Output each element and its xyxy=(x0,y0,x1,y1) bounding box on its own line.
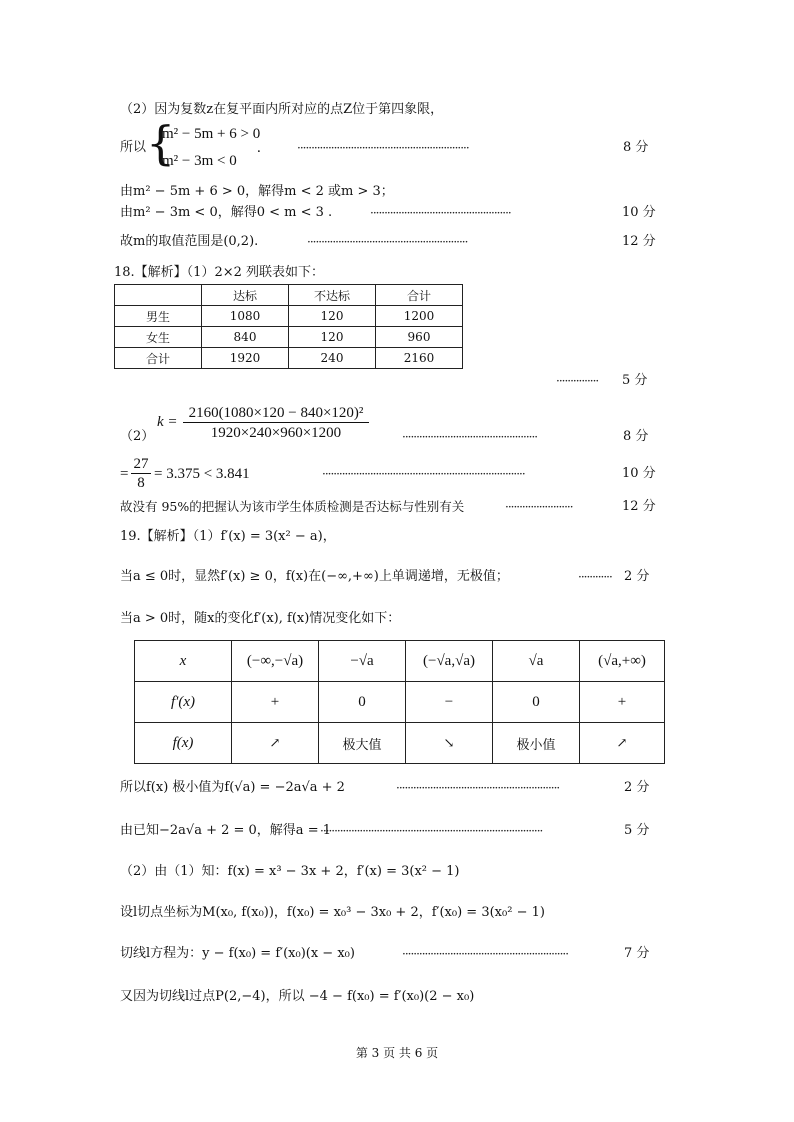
table-cell: 女生 xyxy=(115,327,202,348)
k-denominator: 1920×240×960×1200 xyxy=(210,425,342,441)
table-row xyxy=(115,348,463,369)
table-cell: (−∞,−√a) xyxy=(232,641,319,682)
score-7: 7 分 xyxy=(624,946,650,961)
frac-denominator: 8 xyxy=(137,475,145,491)
table-cell: 2160 xyxy=(376,348,463,369)
part2-line-c: 故m的取值范围是(0,2). xyxy=(120,234,259,249)
k-lhs: k = xyxy=(157,414,178,430)
table-cell: ↘ xyxy=(406,723,493,764)
table-row xyxy=(115,306,463,327)
score-10: 10 分 xyxy=(622,205,656,220)
dot-leader: ················································ xyxy=(402,430,538,444)
dot-leader: ··············································································· xyxy=(320,824,543,838)
dot-leader: ························ xyxy=(505,500,573,514)
table-cell: 0 xyxy=(319,682,406,723)
table-cell: 合计 xyxy=(115,348,202,369)
table-cell: − xyxy=(406,682,493,723)
contingency-table xyxy=(114,284,463,369)
page-footer: 第 3 页 共 6 页 xyxy=(355,1046,439,1060)
score-5: 5 分 xyxy=(624,823,650,838)
k-numerator: 2160(1080×120 − 840×120)² xyxy=(183,404,369,423)
table-row xyxy=(115,285,463,306)
table-cell: f′(x) xyxy=(135,682,232,723)
part2-suoyi: 所以 xyxy=(120,140,147,155)
q18-header: 18.【解析】（1）2×2 列联表如下： xyxy=(114,265,325,280)
q19-line-a: 当a ≤ 0时，显然f′(x) ≥ 0，f(x)在(−∞,+∞)上单调递增，无极值； xyxy=(120,569,509,584)
variation-table xyxy=(134,640,665,764)
table-cell: √a xyxy=(493,641,580,682)
table-cell: 120 xyxy=(289,327,376,348)
q19-line-e: （2）由（1）知：f(x) = x³ − 3x + 2，f′(x) = 3(x² − 1) xyxy=(120,864,460,879)
q19-line-b: 当a > 0时，随x的变化f′(x), f(x)情况变化如下： xyxy=(120,611,401,626)
dot-leader: ········································································ xyxy=(322,467,525,481)
eq-prefix: = xyxy=(120,466,129,482)
table-cell: + xyxy=(580,682,665,723)
frac-numerator: 27 xyxy=(131,455,151,474)
system-dot: . xyxy=(257,140,261,156)
score-8: 8 分 xyxy=(623,429,649,444)
score-2: 2 分 xyxy=(624,780,650,795)
table-row xyxy=(135,641,665,682)
table-cell: f(x) xyxy=(135,723,232,764)
score-5: 5 分 xyxy=(622,373,648,388)
system-line-2: m² − 3m < 0 xyxy=(162,153,237,169)
table-cell: −√a xyxy=(319,641,406,682)
dot-leader: ··············· xyxy=(556,374,599,388)
table-row xyxy=(115,327,463,348)
table-cell: 840 xyxy=(202,327,289,348)
dot-leader: ·················································· xyxy=(370,206,511,220)
q18-part2-label: （2） xyxy=(120,429,155,444)
table-cell: 0 xyxy=(493,682,580,723)
table-cell: ↗ xyxy=(580,723,665,764)
table-cell: 男生 xyxy=(115,306,202,327)
table-cell: 合计 xyxy=(376,285,463,306)
table-cell: + xyxy=(232,682,319,723)
part2-line-a: 由m² − 5m + 6 > 0，解得m < 2 或m > 3； xyxy=(120,184,394,199)
q19-header: 19.【解析】（1）f′(x) = 3(x² − a)， xyxy=(120,529,336,544)
table-cell: 1080 xyxy=(202,306,289,327)
table-cell: 达标 xyxy=(202,285,289,306)
table-cell: 1200 xyxy=(376,306,463,327)
table-cell: ↗ xyxy=(232,723,319,764)
table-cell: 不达标 xyxy=(289,285,376,306)
q19-line-c: 所以f(x) 极小值为f(√a) = −2a√a + 2 xyxy=(120,780,345,795)
dot-leader: ············ xyxy=(578,570,612,584)
system-brace: { xyxy=(146,116,176,170)
dot-leader: ··························································· xyxy=(402,947,569,961)
dot-leader: ·························································· xyxy=(396,781,560,795)
dot-leader: ························································· xyxy=(307,235,468,249)
table-row xyxy=(135,682,665,723)
table-cell: 极小值 xyxy=(493,723,580,764)
system-line-1: m² − 5m + 6 > 0 xyxy=(162,126,261,142)
q19-line-d: 由已知−2a√a + 2 = 0，解得a = 1 xyxy=(120,823,331,838)
part2-intro: （2）因为复数z在复平面内所对应的点Z位于第四象限， xyxy=(120,102,444,117)
table-cell: (−√a,√a) xyxy=(406,641,493,682)
table-cell: 120 xyxy=(289,306,376,327)
table-cell: (√a,+∞) xyxy=(580,641,665,682)
table-cell: 1920 xyxy=(202,348,289,369)
table-cell: 极大值 xyxy=(319,723,406,764)
part2-line-b: 由m² − 3m < 0，解得0 < m < 3 . xyxy=(120,205,333,220)
table-cell: x xyxy=(135,641,232,682)
score-10: 10 分 xyxy=(622,466,656,481)
q19-line-f: 设l切点坐标为M(x₀, f(x₀))，f(x₀) = x₀³ − 3x₀ + 2，f′(x₀) = 3(x₀² − 1) xyxy=(120,905,545,920)
q19-line-g: 切线l方程为：y − f(x₀) = f′(x₀)(x − x₀) xyxy=(120,946,355,961)
score-2: 2 分 xyxy=(624,569,650,584)
table-row xyxy=(135,723,665,764)
table-cell: 240 xyxy=(289,348,376,369)
q19-line-h: 又因为切线l过点P(2,−4)，所以 −4 − f(x₀) = f′(x₀)(2 − x₀) xyxy=(120,989,475,1004)
dot-leader: ····························································· xyxy=(297,141,469,155)
eq-rest: = 3.375 < 3.841 xyxy=(154,466,250,482)
table-cell xyxy=(115,285,202,306)
score-12: 12 分 xyxy=(622,234,656,249)
score-12: 12 分 xyxy=(622,499,656,514)
table-cell: 960 xyxy=(376,327,463,348)
score-8: 8 分 xyxy=(623,140,649,155)
q18-conclusion: 故没有 95%的把握认为该市学生体质检测是否达标与性别有关 xyxy=(120,499,465,514)
